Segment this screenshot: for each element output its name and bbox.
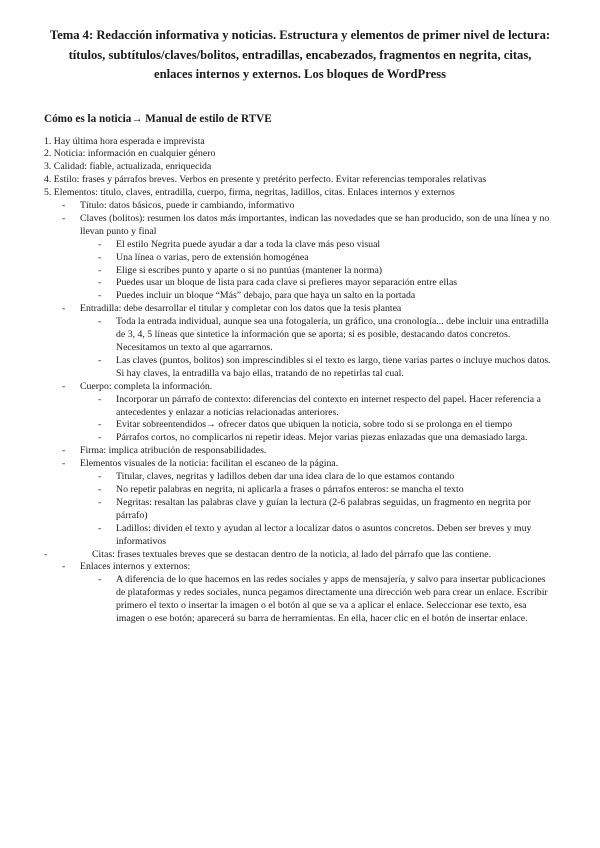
document-body <box>44 136 556 626</box>
item-text: Una línea o varias, pero de extensión homogénea <box>116 251 309 263</box>
item-text: A diferencia de lo que hacemos en las redes sociales y apps de mensajería, y salvo para insertar publicaciones de plataformas y redes sociales, nunca pegamos directamente una dirección web para crear un enlace. Escribir primero el texto o insertar la imagen o el botón al que se va a aplicar el enlace. Seleccionar ese texto, esa imagen o ese botón; aparecerá su barra de herramientas. En ella, hacer clic en el botón de insertar enlace. <box>116 574 548 625</box>
bullet-dash: - <box>98 483 102 495</box>
sub-list-item <box>44 471 556 484</box>
item-text: No repetir palabras en negrita, ni aplicarla a frases o párrafos enteros: se mancha el texto <box>116 483 464 495</box>
item-text: Enlaces internos y externos: <box>80 561 191 573</box>
sub-list-item <box>44 290 556 303</box>
item-text: Citas: frases textuales breves que se destacan dentro de la noticia, al lado del párrafo que las contiene. <box>92 548 492 560</box>
section-heading: Cómo es la noticia→ Manual de estilo de RTVE <box>44 112 272 125</box>
item-text: Título: datos básicos, puede ir cambiando, informativo <box>80 200 295 212</box>
sub-list-item <box>44 394 556 420</box>
list-item-visuales <box>44 458 556 471</box>
bullet-dash: - <box>98 393 102 405</box>
bullet-dash: - <box>98 264 102 276</box>
list-item-claves <box>44 213 556 239</box>
sub-list-item <box>44 355 556 381</box>
sub-list-item <box>44 277 556 290</box>
bullet-dash: - <box>62 303 66 315</box>
sub-list-item <box>44 239 556 252</box>
item-text: El estilo Negrita puede ayudar a dar a toda la clave más peso visual <box>116 238 381 250</box>
item-text: Titular, claves, negritas y ladillos deben dar una idea clara de lo que estamos contando <box>116 471 455 483</box>
bullet-dash: - <box>98 354 102 366</box>
item-text: Puedes usar un bloque de lista para cada clave si prefieres mayor separación entre ellas <box>116 277 458 289</box>
numbered-item: 4. Estilo: frases y párrafos breves. Verbos en presente y pretérito perfecto. Evitar referencias temporales relativas <box>44 174 487 186</box>
bullet-dash: - <box>98 316 102 328</box>
sub-list-item <box>44 432 556 445</box>
sub-list-item <box>44 419 556 432</box>
bullet-dash: - <box>62 561 66 573</box>
bullet-dash: - <box>62 212 66 224</box>
item-text: Claves (bolitos): resumen los datos más importantes, indican las novedades que se han producido, son de una línea y no llevan punto y final <box>80 212 550 237</box>
item-text: Las claves (puntos, bolitos) son imprescindibles si el texto es largo, tiene varias partes o incluye muchos datos. Si hay claves, la entradilla va bajo ellas, tratando de no repetirlas tal cual. <box>116 354 551 379</box>
item-text: Evitar sobreentendidos→ ofrecer datos que ubiquen la noticia, sobre todo si se prolonga en el tiempo <box>116 419 513 431</box>
bullet-dash: - <box>62 200 66 212</box>
list-item-citas <box>44 549 556 562</box>
numbered-item: 3. Calidad: fiable, actualizada, enriquecida <box>44 161 212 173</box>
document-title: Tema 4: Redacción informativa y noticias. Estructura y elementos de primer nivel de lectura: títulos, subtítulos/claves/bolitos, entradillas, encabezados, fragmentos en negrita, citas, enlaces internos y externos. Los bloques de WordPress <box>49 28 551 81</box>
bullet-dash: - <box>62 458 66 470</box>
bullet-dash: - <box>62 445 66 457</box>
bullet-dash: - <box>44 548 48 560</box>
list-item-cuerpo <box>44 381 556 394</box>
numbered-item: 2. Noticia: información en cualquier género <box>44 148 216 160</box>
sub-list-item <box>44 574 556 626</box>
bullet-dash: - <box>98 290 102 302</box>
sub-list-item <box>44 316 556 355</box>
sub-list-item <box>44 484 556 497</box>
item-text: Elige si escribes punto y aparte o si no puntúas (mantener la norma) <box>116 264 383 276</box>
bullet-dash: - <box>98 522 102 534</box>
list-item-titulo <box>44 200 556 213</box>
item-text: Toda la entrada individual, aunque sea una fotogalería, un gráfico, una cronología... debe incluir una entradilla de 3, 4, 5 líneas que sintetice la información que se aporta; si es posible, destacando datos concretos. Necesitamos un texto al que agarrarnos. <box>116 316 549 353</box>
numbered-item: 1. Hay última hora esperada e imprevista <box>44 135 205 147</box>
bullet-dash: - <box>62 380 66 392</box>
sub-list-item <box>44 497 556 523</box>
sub-list-item <box>44 523 556 549</box>
item-text: Firma: implica atribución de responsabilidades. <box>80 445 267 457</box>
bullet-dash: - <box>98 238 102 250</box>
item-text: Entradilla: debe desarrollar el titular y completar con los datos que la tesis plantea <box>80 303 402 315</box>
numbered-item: 5. Elementos: título, claves, entradilla, cuerpo, firma, negritas, ladillos, citas. Enlaces internos y externos <box>44 187 455 199</box>
item-text: Cuerpo: completa la información. <box>80 380 213 392</box>
bullet-dash: - <box>98 432 102 444</box>
list-item-entradilla <box>44 303 556 316</box>
bullet-dash: - <box>98 277 102 289</box>
item-text: Ladillos: dividen el texto y ayudan al lector a localizar datos o asuntos concretos. Deben ser breves y muy informativos <box>116 522 532 547</box>
item-text: Incorporar un párrafo de contexto: diferencias del contexto en internet respecto del papel. Hacer referencia a antecedentes y enlazar a noticias relacionadas anteriores. <box>116 393 541 418</box>
item-text: Elementos visuales de la noticia: facilitan el escaneo de la página. <box>80 458 339 470</box>
bullet-dash: - <box>98 574 102 586</box>
item-text: Negritas: resaltan las palabras clave y guían la lectura (2-6 palabras seguidas, un fragmento en negrita por párrafo) <box>116 496 531 521</box>
bullet-dash: - <box>98 419 102 431</box>
sub-list-item <box>44 252 556 265</box>
item-text: Párrafos cortos, no complicarlos ni repetir ideas. Mejor varias piezas enlazadas que una demasiado larga. <box>116 432 528 444</box>
bullet-dash: - <box>98 251 102 263</box>
bullet-dash: - <box>98 496 102 508</box>
sub-list-item <box>44 265 556 278</box>
list-item-firma <box>44 445 556 458</box>
list-item-enlaces <box>44 561 556 574</box>
bullet-dash: - <box>98 471 102 483</box>
item-text: Puedes incluir un bloque “Más” debajo, para que haya un salto en la portada <box>116 290 416 302</box>
